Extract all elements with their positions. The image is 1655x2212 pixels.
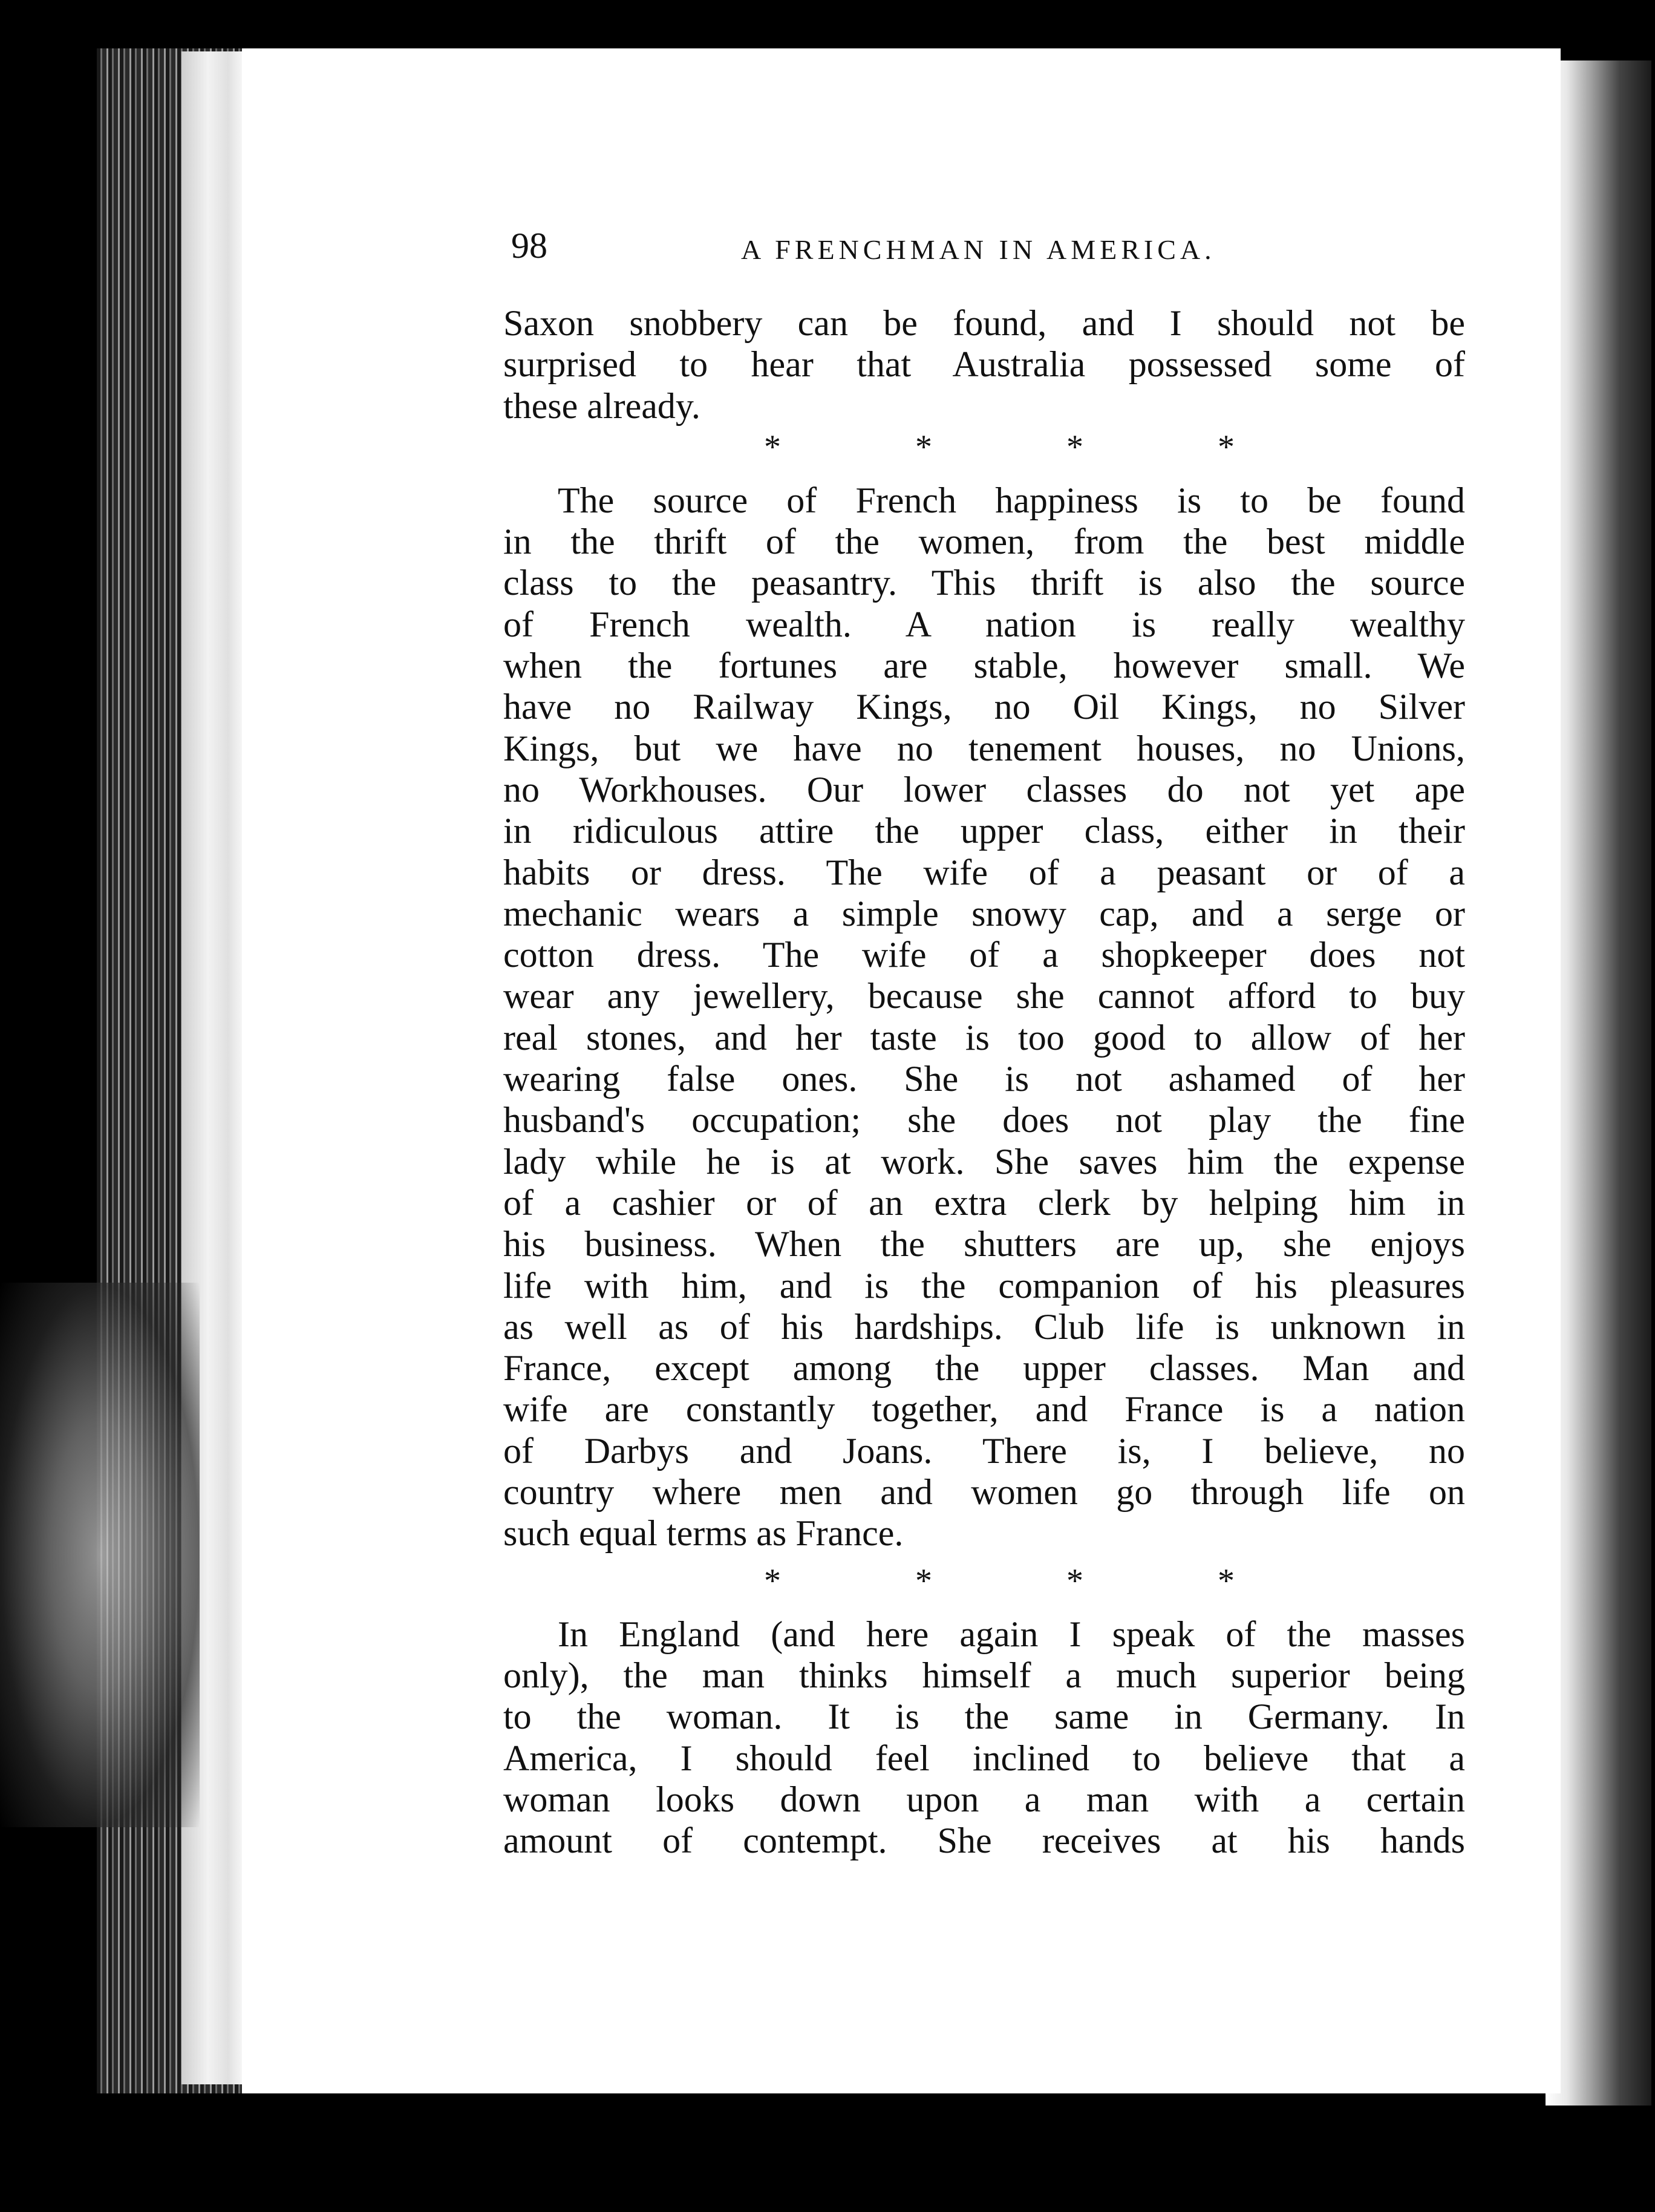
text-line: when the fortunes are stable, however small. We (503, 646, 1465, 686)
text-line: his business. When the shutters are up, she enjoys (503, 1224, 1465, 1265)
separator-asterisk: * (1218, 428, 1235, 466)
text-line: wear any jewellery, because she cannot afford to buy (503, 976, 1465, 1016)
text-line: these already. (503, 385, 700, 426)
separator-asterisk: * (1218, 1562, 1235, 1600)
paragraph (503, 303, 1465, 427)
text-line: mechanic wears a simple snowy cap, and a serge or (503, 893, 1465, 934)
separator-asterisk: * (764, 428, 781, 466)
text-line: class to the peasantry. This thrift is also the source (503, 563, 1465, 603)
paragraph (503, 480, 1465, 1554)
page-stain (0, 1283, 200, 1827)
text-line: wife are constantly together, and France is a nation (503, 1389, 1465, 1430)
text-line: of French wealth. A nation is really wealthy (503, 604, 1465, 644)
separator-asterisk: * (1066, 1562, 1083, 1600)
right-page-edges (1546, 61, 1651, 2106)
text-line: life with him, and is the companion of his pleasures (503, 1265, 1465, 1306)
text-line: husband's occupation; she does not play the fine (503, 1100, 1465, 1140)
text-line: country where men and women go through life on (503, 1472, 1465, 1513)
paragraph (503, 1614, 1465, 1862)
body-text (503, 303, 1465, 1861)
text-line: The source of French happiness is to be found (558, 480, 1465, 520)
running-title: A FRENCHMAN IN AMERICA. (741, 234, 1216, 265)
text-line: In England (and here again I speak of the masses (558, 1614, 1465, 1654)
text-line: such equal terms as France. (503, 1513, 904, 1554)
text-line: woman looks down upon a man with a certain (503, 1779, 1465, 1819)
text-line: in ridiculous attire the upper class, either in their (503, 811, 1465, 851)
separator-asterisk: * (915, 428, 932, 466)
page-header (511, 225, 1237, 292)
text-line: cotton dress. The wife of a shopkeeper does not (503, 935, 1465, 975)
separator-asterisk: * (915, 1562, 932, 1600)
text-line: in the thrift of the women, from the best middle (503, 522, 1465, 562)
text-line: no Workhouses. Our lower classes do not yet ape (503, 769, 1465, 810)
text-line: surprised to hear that Australia possessed some of (503, 344, 1465, 385)
text-line: Kings, but we have no tenement houses, no Unions, (503, 728, 1465, 768)
text-line: only), the man thinks himself a much superior being (503, 1655, 1465, 1695)
text-line: wearing false ones. She is not ashamed of her (503, 1059, 1465, 1099)
text-line: as well as of his hardships. Club life is unknown in (503, 1306, 1465, 1347)
text-line: real stones, and her taste is too good to allow of her (503, 1017, 1465, 1058)
separator-asterisk: * (1066, 428, 1083, 466)
text-line: habits or dress. The wife of a peasant or of a (503, 852, 1465, 892)
text-line: of Darbys and Joans. There is, I believe, no (503, 1430, 1465, 1471)
section-separator (503, 1560, 1465, 1602)
separator-asterisk: * (764, 1562, 781, 1600)
text-line: of a cashier or of an extra clerk by helping him in (503, 1182, 1465, 1223)
text-line: have no Railway Kings, no Oil Kings, no Silver (503, 687, 1465, 727)
text-line: amount of contempt. She receives at his hands (503, 1821, 1465, 1861)
page-number: 98 (511, 226, 547, 266)
text-line: Saxon snobbery can be found, and I should not be (503, 303, 1465, 343)
section-separator (503, 427, 1465, 468)
text-line: lady while he is at work. She saves him the expense (503, 1141, 1465, 1182)
text-line: France, except among the upper classes. Man and (503, 1348, 1465, 1389)
text-line: America, I should feel inclined to believe that a (503, 1738, 1465, 1778)
text-line: to the woman. It is the same in Germany. In (503, 1697, 1465, 1737)
